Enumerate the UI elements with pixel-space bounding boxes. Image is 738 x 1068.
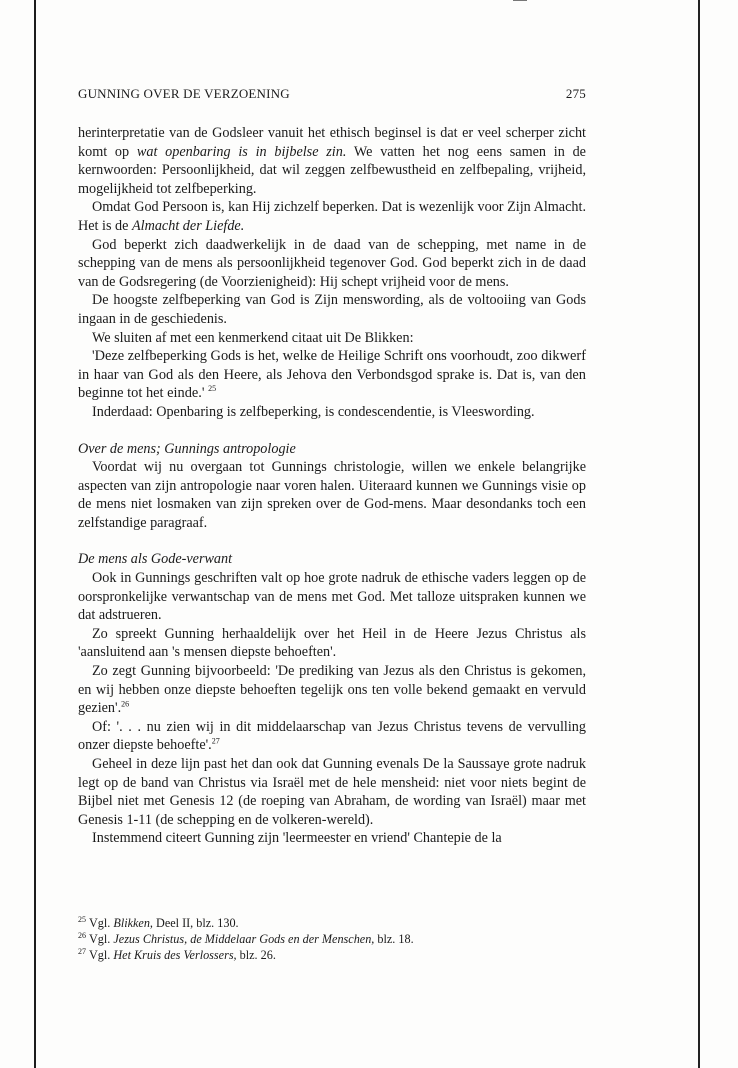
paragraph: Zo spreekt Gunning herhaaldelijk over het Heil in de Heere Jezus Christus als 'aansluitend aan 's mensen diepste behoeften'. bbox=[78, 625, 586, 661]
paragraph: De hoogste zelfbeperking van God is Zijn menswording, als de voltooiing van Gods ingaan in de geschiedenis. bbox=[78, 292, 586, 327]
emphasis: wat openbaring is in bijbelse zin. bbox=[136, 143, 347, 160]
paragraph: herinterpretatie van de Godsleer vanuit het ethisch beginsel is dat er veel scherper zicht komt op wat openbaring is in bijbelse zin. We vatten het nog eens samen in de kernwoorden: Persoonlijkheid, dat wil zeggen zelfbewustheid en zelfbepaling, vrijheid, mogelijkheid tot zelfbeperking. bbox=[78, 125, 586, 197]
footnote-number: 26 bbox=[78, 930, 86, 940]
spacer bbox=[78, 422, 586, 440]
footnote-ref[interactable]: 25 bbox=[208, 384, 217, 394]
scan-mark bbox=[513, 0, 527, 1]
paragraph: God beperkt zich daadwerkelijk in de daad van de schepping, met name in de schepping van de mens als persoonlijkheid tegenover God. God beperkt zich in de daad van de Godsregering (de Voorzienigheid): Hij schept vrijheid voor de mens. bbox=[78, 236, 586, 290]
paragraph: Inderdaad: Openbaring is zelfbeperking, is condescendentie, is Vleeswording. bbox=[92, 403, 535, 420]
page-edge-right bbox=[698, 0, 700, 1068]
page-number: 275 bbox=[565, 86, 586, 101]
footnote-number: 27 bbox=[78, 946, 86, 956]
footnote: $^{26}$ Vgl. Jezus Christus, de Middelaar Gods en der Menschen, blz. 18. bbox=[78, 930, 414, 946]
footnote-ref[interactable]: 27 bbox=[211, 736, 220, 746]
running-title: GUNNING OVER DE VERZOENING bbox=[78, 86, 290, 101]
footnote-title: Het Kruis des Verlossers, bbox=[113, 947, 237, 962]
footnote-number: 25 bbox=[78, 914, 86, 924]
footnote: $^{27}$ Vgl. Het Kruis des Verlossers, blz. 26. bbox=[78, 946, 276, 962]
paragraph: Ook in Gunnings geschriften valt op hoe grote nadruk de ethische vaders leggen op de oorspronkelijke verwantschap van de mens met God. Met talloze uitspraken kunnen we dat adstrueren. bbox=[78, 570, 586, 624]
paragraph: Instemmend citeert Gunning zijn 'leermeester en vriend' Chantepie de la bbox=[92, 830, 502, 847]
section-heading: De mens als Gode-verwant bbox=[78, 551, 233, 568]
page-edge-left bbox=[34, 0, 36, 1068]
paragraph: Zo zegt Gunning bijvoorbeeld: 'De prediking van Jezus als den Christus is gekomen, en wij hebben onze diepste behoeften tegelijk ons ten volle bekend gemaakt en vervuld gezien'.$^{26}$ bbox=[78, 663, 586, 717]
running-header bbox=[78, 86, 586, 106]
body-text bbox=[78, 124, 586, 848]
quote-paragraph: 'Deze zelfbeperking Gods is het, welke de Heilige Schrift ons voorhoudt, zoo dikwerf in haar van God als den Heere, als Jehova den Verbondsgod sprake is. Dat is, van den beginne tot het einde.' $^{25}$ bbox=[78, 348, 586, 402]
paragraph: Omdat God Persoon is, kan Hij zichzelf beperken. Dat is wezenlijk voor Zijn Almacht. Het is de Almacht der Liefde. bbox=[78, 199, 586, 234]
paragraph: We sluiten af met een kenmerkend citaat uit De Blikken: bbox=[92, 329, 414, 346]
emphasis: Almacht der Liefde. bbox=[131, 217, 245, 234]
paragraph: Geheel in deze lijn past het dan ook dat Gunning evenals De la Saussaye grote nadruk legt op de band van Christus via Israël met de hele mensheid: niet voor niets begint de Bijbel niet met Genesis 12 (de roeping van Abraham, de wording van Israël) maar met Genesis 1-11 (de schepping en de volkeren-wereld). bbox=[78, 756, 586, 828]
section-heading: Over de mens; Gunnings antropologie bbox=[78, 440, 296, 457]
spacer bbox=[78, 532, 586, 550]
footnote: $^{25}$ Vgl. Blikken, Deel II, blz. 130. bbox=[78, 914, 239, 930]
footnotes bbox=[78, 916, 586, 963]
footnote-title: Blikken, bbox=[113, 916, 153, 930]
paragraph: Voordat wij nu overgaan tot Gunnings christologie, willen we enkele belangrijke aspecten van zijn antropologie naar voren halen. Uiteraard kunnen we Gunnings visie op de mens niet losmaken van zijn spreken over de God-mens. Maar desondanks toch een zelfstandige paragraaf. bbox=[78, 459, 586, 531]
paragraph: Of: '. . . nu zien wij in dit middelaarschap van Jezus Christus tevens de vervulling onzer diepste behoefte'.$^{27}$ bbox=[78, 718, 586, 754]
footnote-title: Jezus Christus, de Middelaar Gods en der Menschen, bbox=[113, 931, 375, 946]
footnote-ref[interactable]: 26 bbox=[121, 699, 130, 709]
